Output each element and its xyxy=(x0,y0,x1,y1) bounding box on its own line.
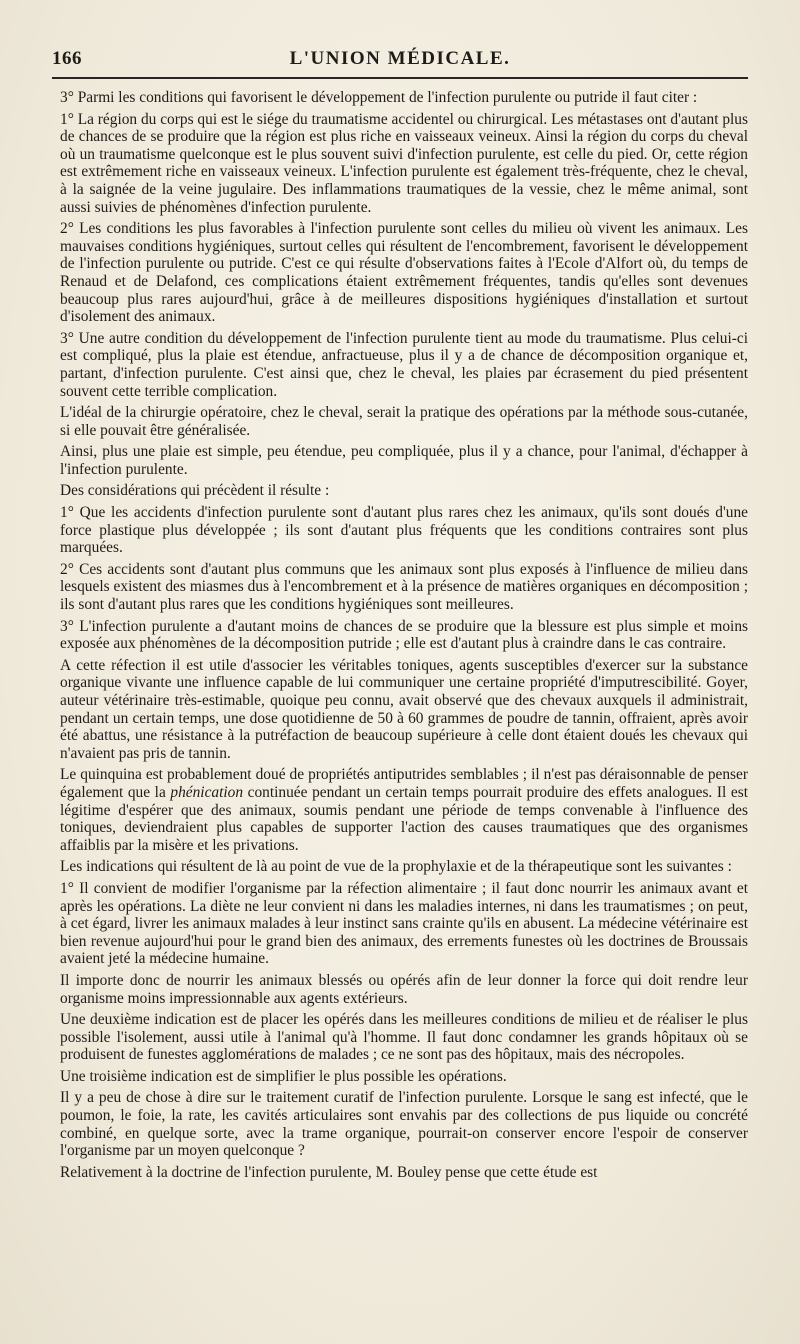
paragraph-text: continuée pendant un certain temps pourrait produire des effets analogues. Il est légitime d'espérer que des animaux, soumis pendant une période de temps convenable à l'influence des toniques, deviendraient plus capables de supporter l'action des causes traumatiques que des organismes affaiblis par la misère et les privations. xyxy=(60,783,748,854)
paragraph: Il y a peu de chose à dire sur le traitement curatif de l'infection purulente. Lorsque le sang est infecté, que le poumon, le foie, la rate, les cavités articulaires sont envahis par des collections de pus liquide ou concrété combiné, en quelque sorte, avec la trame organique, pourrait-on conserver encore l'espoir de conserver l'organisme par un moyen quelconque ? xyxy=(60,1089,748,1160)
paragraph: 3° Une autre condition du développement de l'infection purulente tient au mode du traumatisme. Plus celui-ci est compliqué, plus la plaie est étendue, anfractueuse, plus il y a de chance de décomposition organique et, partant, d'infection purulente. C'est ainsi que, chez le cheval, les plaies par écrasement du pied présentent souvent cette terrible complication. xyxy=(60,329,748,400)
page-number: 166 xyxy=(52,48,82,69)
paragraph: L'idéal de la chirurgie opératoire, chez le cheval, serait la pratique des opérations par la méthode sous-cutanée, si elle pouvait être généralisée. xyxy=(60,404,748,439)
running-title: L'UNION MÉDICALE. xyxy=(289,48,511,69)
paragraph: 2° Les conditions les plus favorables à l'infection purulente sont celles du milieu où vivent les animaux. Les mauvaises conditions hygiéniques, surtout celles qui résultent de l'encombrement, favorisent le développement de l'infection purulente ou putride. C'est ce qui résulte d'observations faites à l'Ecole d'Alfort où, du temps de Renaud et de Delafond, ces complications étaient extrêmement fréquentes, tandis qu'elles sont devenues beaucoup plus rares aujourd'hui, grâce à de meilleures dispositions hygiéniques d'installation et surtout d'isolement des animaux. xyxy=(60,220,748,326)
paragraph-quinquina xyxy=(60,766,748,854)
paragraph: 3° L'infection purulente a d'autant moins de chances de se produire que la blessure est plus simple et moins exposée aux phénomènes de la décomposition putride ; elle est d'autant plus à craindre dans le cas contraire. xyxy=(60,617,748,653)
paragraph: 1° La région du corps qui est le siége du traumatisme accidentel ou chirurgical. Les métastases ont d'autant plus de chances de se produire que la région est plus riche en vaisseaux veineux. Ainsi la région du corps du cheval où un traumatisme quelconque est le plus souvent suivi d'infection purulente, est celle du pied. Or, cette région est extrêmement riche en vaisseaux veineux. L'infection purulente est également très-fréquente, chez le cheval, à la saignée de la veine jugulaire. Des inflammations traumatiques de la vessie, chez le même animal, sont aussi suivies de phénomènes d'infection purulente. xyxy=(60,110,748,216)
paragraph: 1° Il convient de modifier l'organisme par la réfection alimentaire ; il faut donc nourrir les animaux avant et après les opérations. La diète ne leur convient ni dans les maladies internes, ni dans les traumatismes ; on peut, à cet égard, livrer les animaux malades à leur instinct sans crainte qu'ils en abusent. La médecine vétérinaire est bien revenue aujourd'hui pour le grand bien des animaux, des errements funestes où les doctrines de Broussais avaient jeté la médecine humaine. xyxy=(60,879,748,968)
paragraph: Ainsi, plus une plaie est simple, peu étendue, peu compliquée, plus il y a chance, pour l'animal, d'échapper à l'infection purulente. xyxy=(60,443,748,478)
paragraph: Une deuxième indication est de placer les opérés dans les meilleures conditions de milieu et de réaliser le plus possible l'isolement, aussi utile à l'animal qu'à l'homme. Il faut donc condamner les grands hôpitaux où se produisent de funestes agglomérations de malades ; ce ne sont pas des hôpitaux, mais des nécropoles. xyxy=(60,1011,748,1064)
paragraph: Des considérations qui précèdent il résulte : xyxy=(60,482,330,500)
paragraph-text: Le quinquina est probablement doué de propriétés antiputrides semblables ; il n'est pas déraisonnable de penser également que la xyxy=(60,766,748,801)
page-header xyxy=(52,46,748,72)
paragraph: A cette réfection il est utile d'associer les véritables toniques, agents susceptibles d'exercer sur la substance organique vivante une influence capable de lui communiquer une certaine propriété d'imputrescibilité. Goyer, auteur vétérinaire très-estimable, quoique peu connu, avait observé que des chevaux auxquels il administrait, pendant un certain temps, une dose quotidienne de 50 à 60 grammes de poudre de tannin, offraient, après avoir été abattus, une résistance à la putréfaction de beaucoup supérieure à celle dont étaient doués les chevaux qui n'avaient pas pris de tannin. xyxy=(60,656,748,762)
body-text xyxy=(60,89,748,1185)
paragraph: Une troisième indication est de simplifier le plus possible les opérations. xyxy=(60,1067,507,1085)
paragraph: 3° Parmi les conditions qui favorisent le développement de l'infection purulente ou putride il faut citer : xyxy=(60,89,698,106)
paragraph: Il importe donc de nourrir les animaux blessés ou opérés afin de leur donner la force qui doit rendre leur organisme moins impressionnable aux agents extérieurs. xyxy=(60,971,748,1007)
paragraph: 1° Que les accidents d'infection purulente sont d'autant plus rares chez les animaux, qu'ils sont doués d'une force plastique plus développée ; ils sont d'autant plus fréquents que les conditions contraires sont plus marquées. xyxy=(60,504,748,557)
paragraph: 2° Ces accidents sont d'autant plus communs que les animaux sont plus exposés à l'influence de milieu dans lesquels existent des miasmes dus à l'encombrement et à la présence de matières organiques en décomposition ; ils sont d'autant plus rares que les conditions hygiéniques sont meilleures. xyxy=(60,560,748,614)
paragraph: Les indications qui résultent de là au point de vue de la prophylaxie et de la thérapeutique sont les suivantes : xyxy=(60,858,732,876)
italic-term: phénication xyxy=(170,783,244,801)
paragraph: Relativement à la doctrine de l'infection purulente, M. Bouley pense que cette étude est xyxy=(60,1163,598,1181)
header-rule xyxy=(52,77,748,79)
